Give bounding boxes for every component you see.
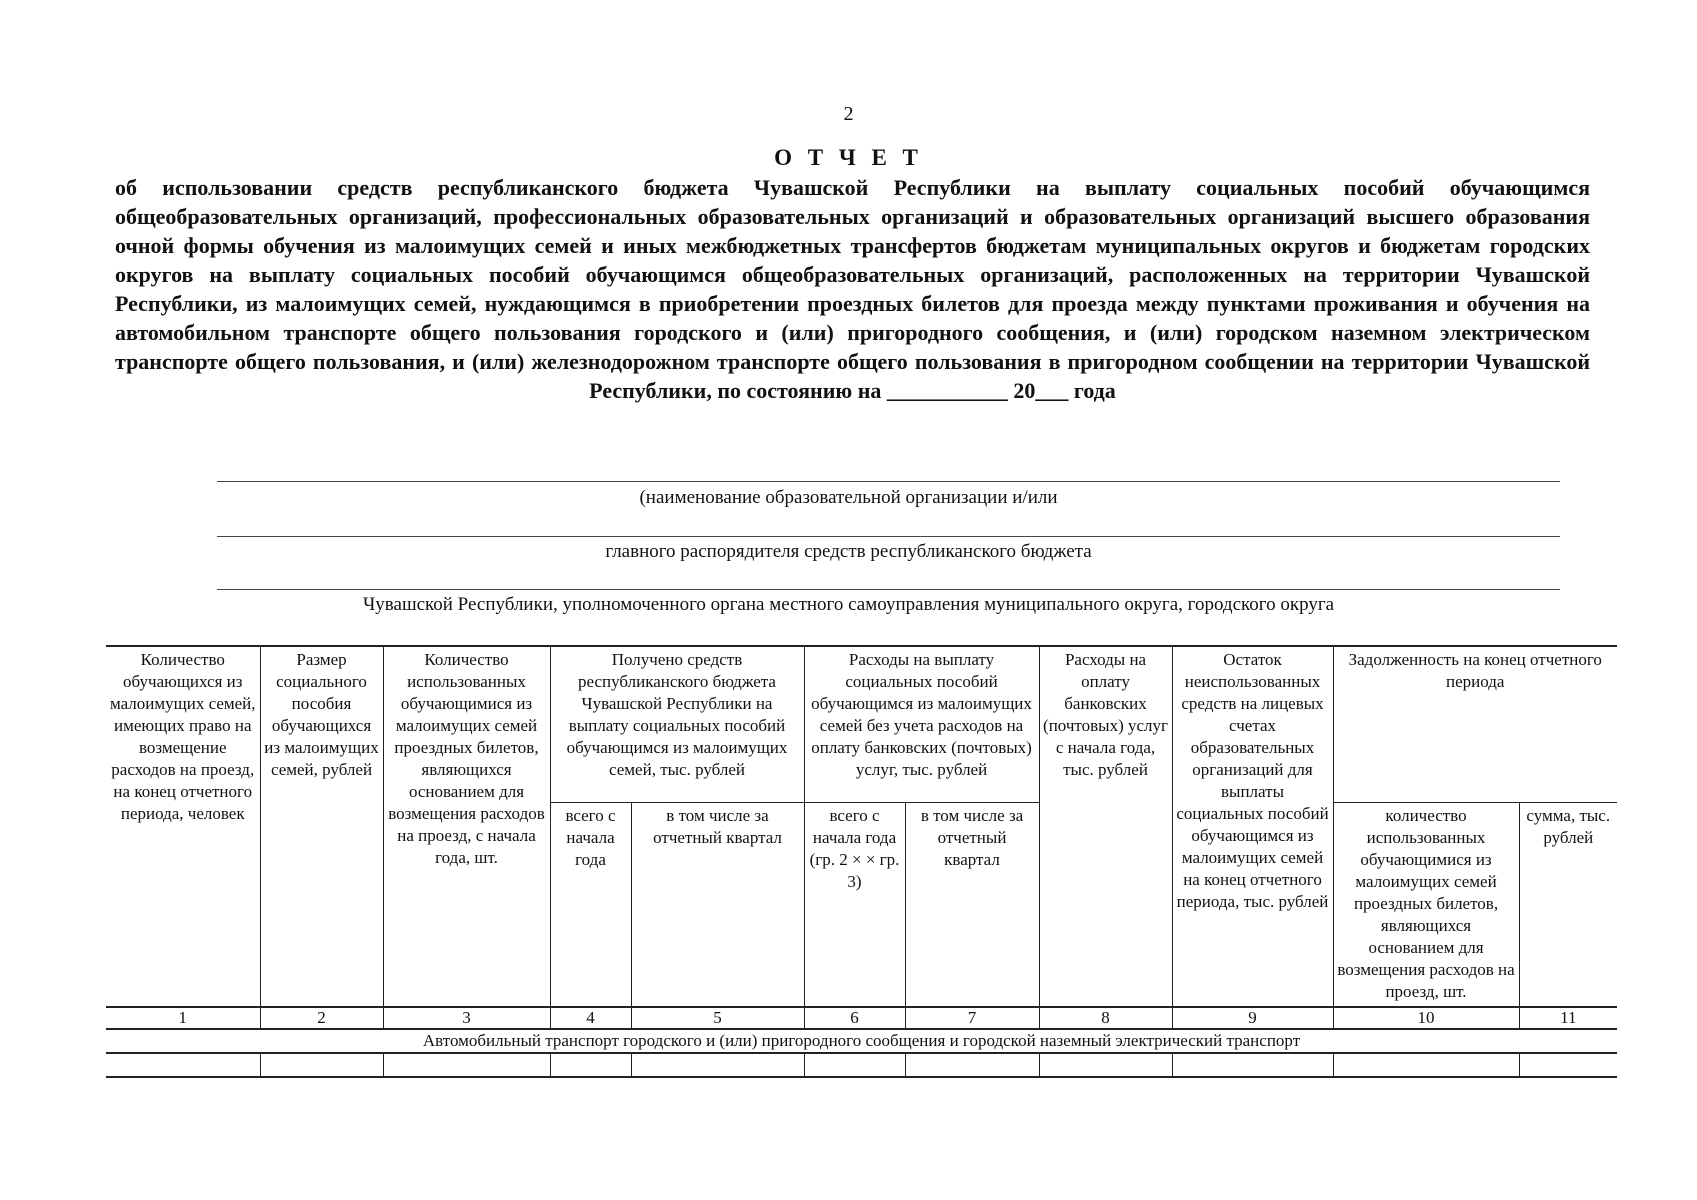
column-number: 10 [1333, 1007, 1519, 1029]
header-col-8 [1039, 646, 1172, 1007]
org-caption-3: Чувашской Республики, уполномоченного органа местного самоуправления муниципального округа, городского округа [362, 594, 1335, 615]
header-col-9-text: Остаток неиспользованных средств на лицевых счетах образовательных организаций для выплаты социальных пособий обучающимся из малоимущих семей на конец отчетного периода, тыс. рублей [1176, 650, 1329, 911]
header-col-3-text: Количество использованных обучающимися из малоимущих семей проездных билетов, являющихся основанием для возмещения расходов на проезд, с начала года, шт. [388, 650, 545, 867]
header-group-expenses-text: Расходы на выплату социальных пособий обучающимся из малоимущих семей без учета расходов на оплату банковских (почтовых) услуг, тыс. рублей [811, 650, 1032, 779]
data-cell[interactable] [1039, 1053, 1172, 1077]
data-cell[interactable] [1172, 1053, 1333, 1077]
column-numbers-row [106, 1007, 1617, 1029]
header-col-4 [550, 803, 631, 1008]
column-number: 3 [383, 1007, 550, 1029]
org-name-line-3[interactable] [217, 589, 1560, 590]
report-title: О Т Ч Е Т [774, 145, 923, 170]
header-group-debt [1333, 646, 1617, 803]
header-col-7-text: в том числе за отчетный квартал [920, 806, 1024, 869]
header-col-1 [106, 646, 260, 1007]
column-number: 4 [550, 1007, 631, 1029]
column-number: 8 [1039, 1007, 1172, 1029]
column-number: 7 [905, 1007, 1039, 1029]
report-subtitle: об использовании средств республиканского бюджета Чувашской Республики на выплату социальных пособий обучающимся общеобразовательных организаций, профессиональных образовательных организаций и образовательных организаций высшего образования очной формы обучения из малоимущих семей и иных межбюджетных трансфертов бюджетам муниципальных округов и бюджетам городских округов на выплату социальных пособий обучающимся общеобразовательных организаций, расположенных на территории Чувашской Республики, из малоимущих семей, нуждающимся в приобретении проездных билетов для проезда между пунктами проживания и обучения на автомобильном транспорте общего пользования городского и (или) пригородного сообщения, и (или) городском наземном электрическом транспорте общего пользования, и (или) железнодорожном транспорте общего пользования в пригородном сообщении на территории Чувашской Республики, по состоянию на ___________ 20___ года [115, 175, 1590, 403]
header-group-debt-text: Задолженность на конец отчетного периода [1348, 650, 1602, 691]
header-col-5-text: в том числе за отчетный квартал [653, 806, 782, 847]
header-col-2-text: Размер социального пособия обучающихся из малоимущих семей, рублей [264, 650, 379, 779]
section-title: Автомобильный транспорт городского и (или) пригородного сообщения и городской наземный электрический транспорт [106, 1029, 1617, 1053]
column-number: 1 [106, 1007, 260, 1029]
header-col-2 [260, 646, 383, 1007]
header-col-3 [383, 646, 550, 1007]
header-col-7 [905, 803, 1039, 1008]
column-number: 6 [804, 1007, 905, 1029]
header-col-1-text: Количество обучающихся из малоимущих семей, имеющих право на возмещение расходов на проезд, на конец отчетного периода, человек [109, 650, 256, 823]
section-row [106, 1029, 1617, 1053]
org-name-line-1[interactable] [217, 481, 1560, 482]
data-cell[interactable] [1333, 1053, 1519, 1077]
header-col-10-text: количество использованных обучающимися из малоимущих семей проездных билетов, являющихся основанием для возмещения расходов на проезд, шт. [1337, 806, 1515, 1001]
org-caption-1: (наименование образовательной организации и/или [639, 487, 1058, 508]
data-cell[interactable] [631, 1053, 804, 1077]
data-cell[interactable] [905, 1053, 1039, 1077]
header-col-8-text: Расходы на оплату банковских (почтовых) услуг с начала года, тыс. рублей [1043, 650, 1168, 779]
header-row-1 [106, 646, 1617, 803]
header-col-9 [1172, 646, 1333, 1007]
page-number: 2 [843, 103, 854, 125]
header-col-11-text: сумма, тыс. рублей [1526, 806, 1611, 847]
header-col-10 [1333, 803, 1519, 1008]
header-col-5 [631, 803, 804, 1008]
org-caption-2: главного распорядителя средств республиканского бюджета [605, 541, 1092, 562]
column-number: 9 [1172, 1007, 1333, 1029]
header-col-6-text: всего с начала года (гр. 2 × × гр. 3) [809, 806, 900, 891]
column-number: 2 [260, 1007, 383, 1029]
data-cell[interactable] [383, 1053, 550, 1077]
data-cell[interactable] [804, 1053, 905, 1077]
data-cell[interactable] [550, 1053, 631, 1077]
column-number: 11 [1519, 1007, 1617, 1029]
header-col-11 [1519, 803, 1617, 1008]
header-group-expenses [804, 646, 1039, 803]
header-group-received [550, 646, 804, 803]
data-row [106, 1053, 1617, 1077]
data-cell[interactable] [1519, 1053, 1617, 1077]
column-number: 5 [631, 1007, 804, 1029]
header-group-received-text: Получено средств республиканского бюджета Чувашской Республики на выплату социальных пособий обучающимся из малоимущих семей, тыс. рублей [566, 650, 788, 779]
header-col-6 [804, 803, 905, 1008]
header-col-4-text: всего с начала года [565, 806, 616, 869]
report-table [106, 645, 1617, 1078]
data-cell[interactable] [106, 1053, 260, 1077]
org-name-line-2[interactable] [217, 536, 1560, 537]
data-cell[interactable] [260, 1053, 383, 1077]
